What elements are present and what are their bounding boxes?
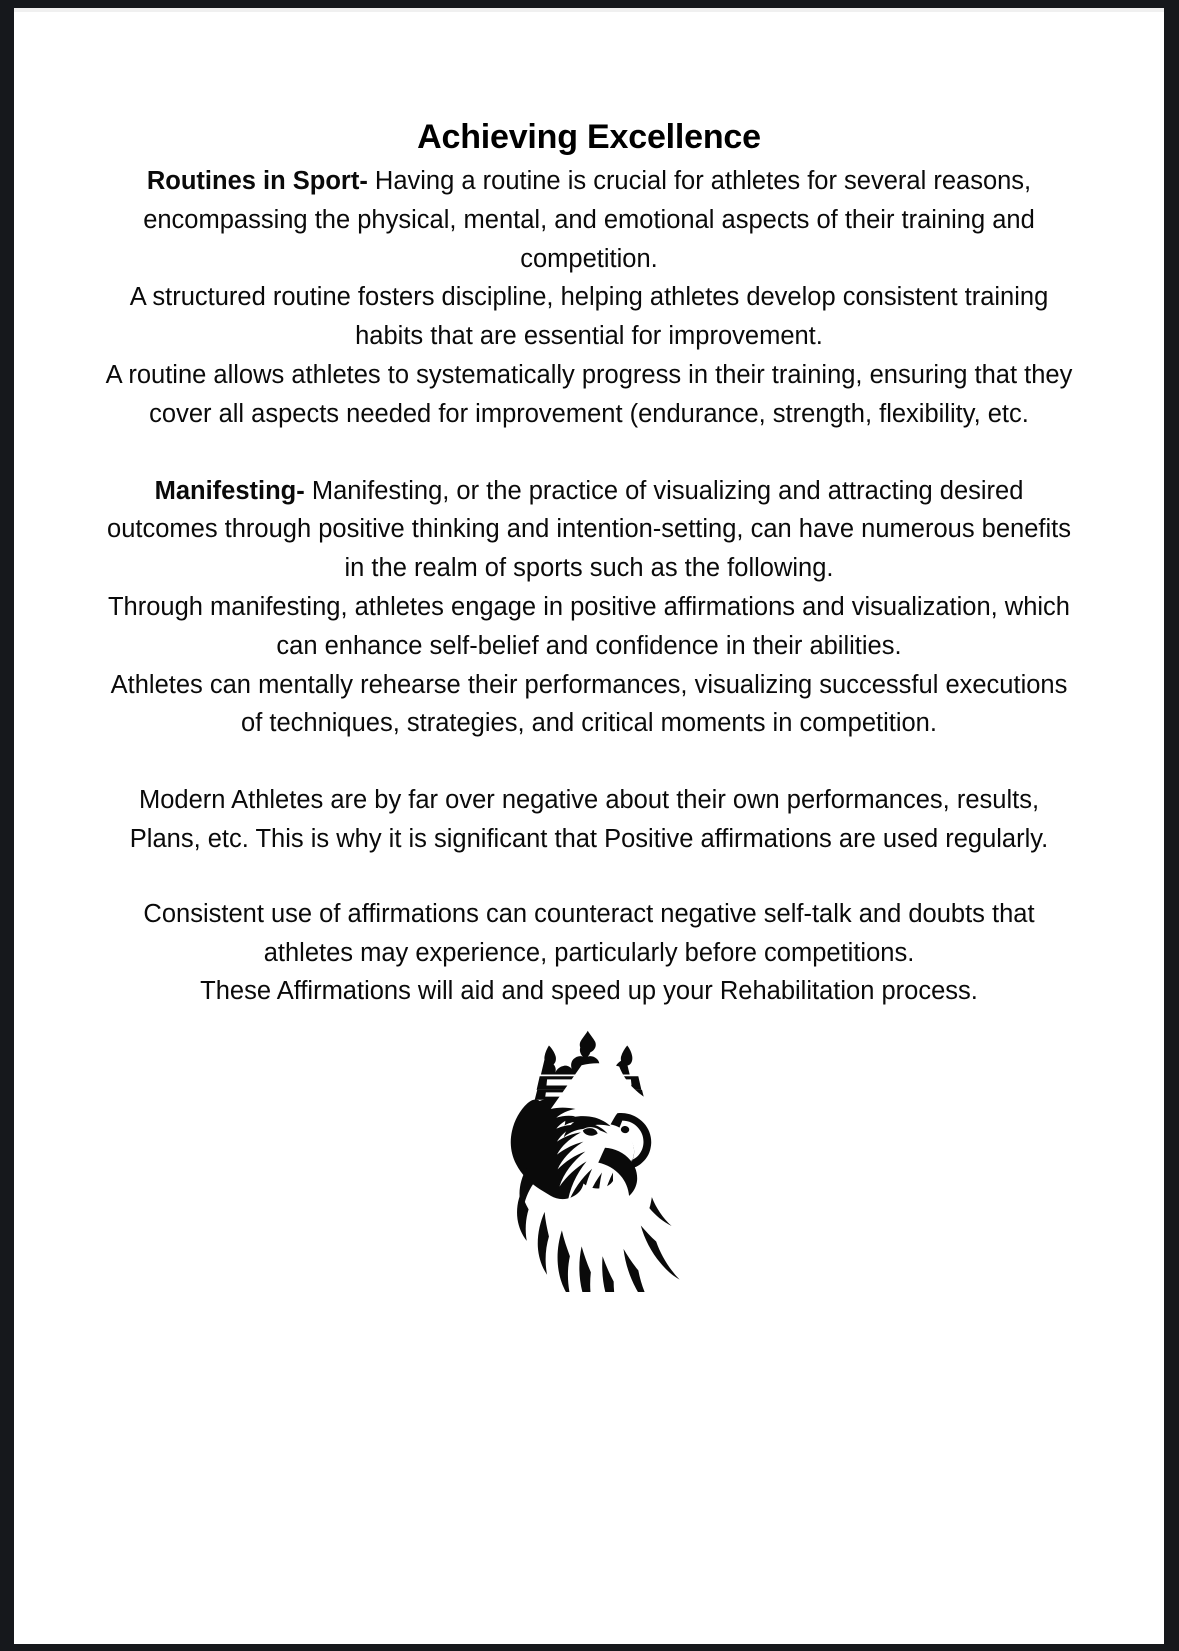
logo-container <box>14 1011 1164 1292</box>
paragraph-text: A routine allows athletes to systematically progress in their training, ensuring that they cover all aspects needed for improvement (endurance, strength, flexibility, etc. <box>105 360 1073 428</box>
section-lead-manifesting: Manifesting- <box>154 476 305 505</box>
paragraph-text: These Affirmations will aid and speed up your Rehabilitation process. <box>200 977 978 1006</box>
paragraph-manifesting-affirmations <box>14 588 1164 666</box>
paragraph-routines-intro <box>14 158 1164 278</box>
page-bottom-margin <box>14 1292 1164 1462</box>
page-title: Achieving Excellence <box>417 118 761 156</box>
paragraph-text: Athletes can mentally rehearse their performances, visualizing successful executions of techniques, strategies, and critical moments in competition. <box>110 670 1068 738</box>
paragraph-text: Having a routine is crucial for athletes for several reasons, encompassing the physical, mental, and emotional aspects of their training and competition. <box>143 167 1035 273</box>
paragraph-manifesting-rehearse <box>14 666 1164 744</box>
paragraph-modern-athletes <box>14 781 1164 859</box>
paragraph-text: Manifesting, or the practice of visualizing and attracting desired outcomes through positive thinking and intention-setting, can have numerous benefits in the realm of sports such as the following. <box>107 476 1071 583</box>
crowned-eagle-head-icon <box>496 1027 682 1292</box>
document-content <box>14 12 1164 1462</box>
section-spacer <box>14 859 1164 895</box>
section-spacer <box>14 743 1164 781</box>
paragraph-text: Modern Athletes are by far over negative about their own performances, results, Plans, etc. This is why it is significant that Positive affirmations are used regularly. <box>129 786 1049 853</box>
paragraph-routines-progress <box>14 356 1164 434</box>
document-page <box>14 8 1164 1644</box>
paragraph-text: A structured routine fosters discipline, helping athletes develop consistent training habits that are essential for improvement. <box>129 283 1049 351</box>
paragraph-routines-discipline <box>14 278 1164 356</box>
paragraph-manifesting-intro <box>14 472 1164 588</box>
section-lead-routines: Routines in Sport- <box>146 167 368 195</box>
section-spacer <box>14 434 1164 472</box>
paragraph-text: Through manifesting, athletes engage in positive affirmations and visualization, which can enhance self-belief and confidence in their abilities. <box>107 592 1070 660</box>
paragraph-text: Consistent use of affirmations can counteract negative self-talk and doubts that athletes may experience, particularly before competitions. <box>143 899 1035 967</box>
paragraph-affirmations-counteract <box>14 895 1164 973</box>
paragraph-affirmations-rehabilitation <box>14 972 1164 1011</box>
